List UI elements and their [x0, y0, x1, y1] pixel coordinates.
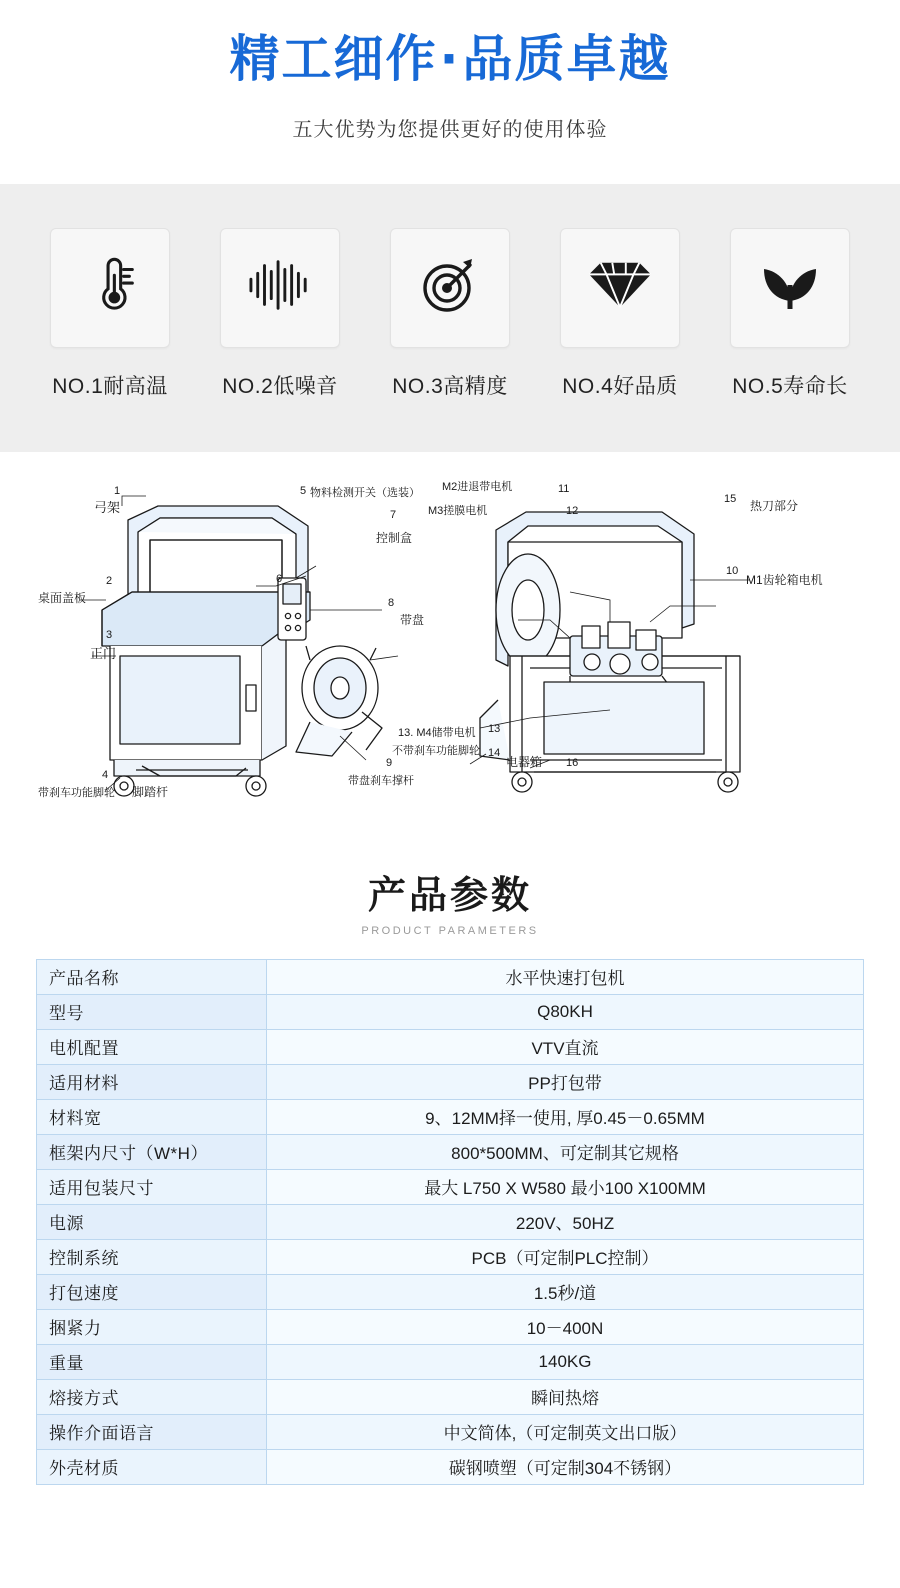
hero-title-separator: · — [439, 30, 461, 88]
callout-label-m3-motor: M3搓膜电机 — [428, 504, 488, 517]
callout-number-5: 5 — [300, 484, 307, 497]
hero-title-right: 品质卓越 — [462, 30, 671, 88]
table-row — [37, 1204, 864, 1239]
table-row — [37, 1449, 864, 1484]
advantage-icon-box-2 — [220, 228, 340, 348]
callout-label-brake-caster: 带刹车功能脚轮 — [38, 786, 115, 799]
thermometer-icon — [79, 254, 141, 321]
advantages-row — [0, 228, 900, 400]
advantage-label-3: NO.3高精度 — [392, 374, 508, 398]
callout-label-reel-brake: 带盘刹车撑杆 — [348, 774, 414, 787]
callout-label-front-door: 正门 — [90, 645, 117, 661]
table-row — [37, 1169, 864, 1204]
callout-number-6: 6 — [276, 572, 283, 585]
callout-label-table-cover: 桌面盖板 — [38, 590, 87, 605]
param-value: 瞬间热熔 — [267, 1379, 864, 1414]
advantage-icon-box-1 — [50, 228, 170, 348]
diamond-icon — [585, 257, 655, 318]
advantage-icon-box-4 — [560, 228, 680, 348]
callout-number-8: 8 — [388, 596, 395, 609]
callout-number-14: 14 — [488, 746, 501, 759]
param-key: 产品名称 — [37, 959, 267, 994]
callout-label-electric-box: 电器箱 — [506, 754, 543, 769]
param-value: Q80KH — [267, 994, 864, 1029]
callout-number-12: 12 — [566, 504, 579, 517]
param-key: 外壳材质 — [37, 1449, 267, 1484]
param-key: 适用包装尺寸 — [37, 1169, 267, 1204]
hero-section — [0, 0, 900, 150]
callout-number-7: 7 — [390, 508, 397, 521]
advantage-item-5 — [716, 228, 864, 400]
hero-title-left: 精工细作 — [229, 30, 438, 88]
table-row — [37, 1239, 864, 1274]
advantage-item-2 — [206, 228, 354, 400]
callout-number-2: 2 — [106, 574, 113, 587]
param-value: 1.5秒/道 — [267, 1274, 864, 1309]
machine-diagram-section — [0, 460, 900, 860]
param-key: 重量 — [37, 1344, 267, 1379]
callout-label-pedal-bar: 脚踏杆 — [132, 784, 169, 799]
param-value: 140KG — [267, 1344, 864, 1379]
advantage-label-5: NO.5寿命长 — [732, 374, 848, 398]
callout-label-m2-motor: M2进退带电机 — [442, 480, 513, 493]
table-row — [37, 1064, 864, 1099]
param-value: 220V、50HZ — [267, 1204, 864, 1239]
hero-subtitle: 五大优势为您提供更好的使用体验 — [292, 118, 608, 141]
callout-number-9: 9 — [386, 756, 393, 769]
parameters-subtitle: PRODUCT PARAMETERS — [361, 924, 539, 937]
advantage-label-2: NO.2低噪音 — [222, 374, 338, 398]
callout-number-16: 16 — [566, 756, 579, 769]
param-key: 框架内尺寸（W*H） — [37, 1134, 267, 1169]
callout-label-material-switch: 物料检测开关（选装） — [310, 486, 420, 499]
table-row — [37, 1134, 864, 1169]
table-row — [37, 1099, 864, 1134]
advantage-item-3 — [376, 228, 524, 400]
param-value: 最大 L750 X W580 最小100 X100MM — [267, 1169, 864, 1204]
callout-number-15: 15 — [724, 492, 737, 505]
callout-label-m4-motor: 13. M4储带电机 — [398, 726, 476, 739]
table-row — [37, 1274, 864, 1309]
callout-label-tape-reel: 带盘 — [400, 612, 425, 627]
sound-wave-icon — [245, 254, 315, 321]
callout-label-no-brake-caster: 不带刹车功能脚轮 — [392, 744, 480, 757]
param-key: 操作介面语言 — [37, 1414, 267, 1449]
table-row — [37, 994, 864, 1029]
param-value: 800*500MM、可定制其它规格 — [267, 1134, 864, 1169]
callout-number-11: 11 — [558, 482, 570, 495]
callout-number-10: 10 — [726, 564, 739, 577]
advantage-icon-box-5 — [730, 228, 850, 348]
parameters-header — [0, 864, 900, 937]
param-key: 型号 — [37, 994, 267, 1029]
param-key: 材料宽 — [37, 1099, 267, 1134]
page-title — [0, 28, 900, 91]
table-row — [37, 1414, 864, 1449]
table-row — [37, 959, 864, 994]
target-icon — [418, 253, 482, 322]
param-value: 碳钢喷塑（可定制304不锈钢） — [267, 1449, 864, 1484]
param-value: 中文简体,（可定制英文出口版） — [267, 1414, 864, 1449]
callout-number-3: 3 — [106, 628, 113, 641]
advantage-item-1 — [36, 228, 184, 400]
param-value: PP打包带 — [267, 1064, 864, 1099]
parameters-table — [36, 959, 864, 1485]
param-key: 电源 — [37, 1204, 267, 1239]
callout-label-control-box: 控制盒 — [376, 530, 413, 545]
param-key: 打包速度 — [37, 1274, 267, 1309]
param-key: 适用材料 — [37, 1064, 267, 1099]
table-row — [37, 1309, 864, 1344]
parameters-title: 产品参数 — [367, 872, 532, 917]
advantage-label-4: NO.4好品质 — [562, 374, 678, 398]
param-key: 电机配置 — [37, 1029, 267, 1064]
param-value: 水平快速打包机 — [267, 959, 864, 994]
param-value: 10－400N — [267, 1309, 864, 1344]
table-row — [37, 1379, 864, 1414]
callout-number-1: 1 — [114, 484, 121, 497]
callout-label-m1-motor: M1齿轮箱电机 — [746, 572, 823, 587]
param-value: VTV直流 — [267, 1029, 864, 1064]
param-value: 9、12MM择一使用, 厚0.45－0.65MM — [267, 1099, 864, 1134]
callout-number-13: 13 — [488, 722, 501, 735]
advantage-item-4 — [546, 228, 694, 400]
param-value: PCB（可定制PLC控制） — [267, 1239, 864, 1274]
machine-diagram — [10, 460, 890, 860]
param-key: 控制系统 — [37, 1239, 267, 1274]
advantage-icon-box-3 — [390, 228, 510, 348]
advantages-section — [0, 184, 900, 452]
callout-label-bow-frame: 弓架 — [94, 499, 121, 515]
callout-label-hot-knife: 热刀部分 — [750, 498, 799, 513]
sprout-icon — [758, 255, 822, 320]
table-row — [37, 1344, 864, 1379]
table-row — [37, 1029, 864, 1064]
param-key: 捆紧力 — [37, 1309, 267, 1344]
param-key: 熔接方式 — [37, 1379, 267, 1414]
advantage-label-1: NO.1耐高温 — [52, 374, 168, 398]
callout-number-4: 4 — [102, 768, 109, 781]
